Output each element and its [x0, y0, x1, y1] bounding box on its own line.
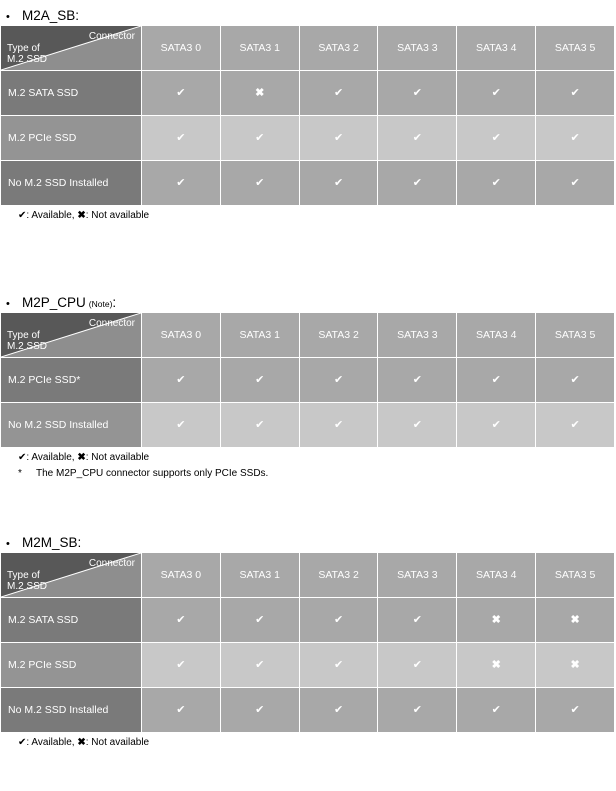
compatibility-table-m2m-sb — [0, 552, 615, 733]
check-icon: ✔ — [176, 87, 186, 99]
column-header: SATA3 0 — [142, 553, 221, 598]
table-cell — [220, 643, 299, 688]
check-icon: ✔ — [570, 704, 580, 716]
table-cell — [536, 688, 615, 733]
corner-type-label — [7, 330, 47, 352]
table-row — [1, 643, 615, 688]
bullet-icon: • — [6, 11, 10, 23]
table-row — [1, 71, 615, 116]
table-row — [1, 116, 615, 161]
column-header: SATA3 2 — [299, 553, 378, 598]
row-label: M.2 PCIe SSD — [1, 643, 142, 688]
legend-not-available-text: : Not available — [85, 452, 150, 463]
check-icon: ✔ — [176, 704, 186, 716]
table-cell — [536, 161, 615, 206]
column-header: SATA3 3 — [378, 313, 457, 358]
row-label: M.2 SATA SSD — [1, 71, 142, 116]
table-cell — [457, 358, 536, 403]
corner-connector-label: Connector — [88, 318, 135, 329]
check-icon: ✔ — [255, 177, 265, 189]
check-icon: ✔ — [412, 177, 422, 189]
check-icon: ✔ — [412, 132, 422, 144]
table-cell — [142, 688, 221, 733]
row-label: No M.2 SSD Installed — [1, 688, 142, 733]
check-icon: ✔ — [412, 374, 422, 386]
check-icon: ✔ — [491, 132, 501, 144]
check-icon: ✔ — [18, 452, 27, 463]
table-header-row — [1, 553, 615, 598]
compatibility-table-m2a-sb — [0, 25, 615, 206]
cross-icon: ✖ — [491, 614, 501, 626]
row-label: M.2 SATA SSD — [1, 598, 142, 643]
table-cell — [299, 643, 378, 688]
row-label: M.2 PCIe SSD — [1, 116, 142, 161]
column-header: SATA3 3 — [378, 26, 457, 71]
check-icon: ✔ — [176, 177, 186, 189]
column-header: SATA3 1 — [220, 313, 299, 358]
table-cell — [220, 403, 299, 448]
check-icon: ✔ — [18, 210, 27, 221]
table-corner-header — [1, 553, 142, 598]
top-spacer — [0, 0, 616, 8]
table-row — [1, 161, 615, 206]
column-header: SATA3 2 — [299, 26, 378, 71]
cross-icon: ✖ — [77, 210, 86, 221]
section-heading-m2a-sb — [0, 8, 616, 25]
check-icon: ✔ — [570, 132, 580, 144]
corner-type-line1: Type of — [7, 330, 40, 341]
table-row — [1, 403, 615, 448]
column-header: SATA3 4 — [457, 26, 536, 71]
section-heading-m2m-sb — [0, 535, 616, 552]
check-icon: ✔ — [491, 419, 501, 431]
legend-m2p-cpu — [0, 448, 616, 463]
table-cell — [536, 403, 615, 448]
column-header: SATA3 0 — [142, 313, 221, 358]
legend-m2a-sb — [0, 206, 616, 221]
table-cell — [457, 688, 536, 733]
check-icon: ✔ — [412, 614, 422, 626]
cross-icon: ✖ — [570, 614, 580, 626]
section-title-colon: : — [77, 535, 82, 550]
table-row — [1, 358, 615, 403]
legend-available-text: : Available, — [26, 452, 75, 463]
corner-type-line2: M.2 SSD — [7, 341, 48, 352]
table-cell — [378, 161, 457, 206]
legend-available-text: : Available, — [26, 210, 75, 221]
check-icon: ✔ — [570, 374, 580, 386]
check-icon: ✔ — [570, 419, 580, 431]
check-icon: ✔ — [176, 132, 186, 144]
corner-type-line1: Type of — [7, 570, 40, 581]
cross-icon: ✖ — [491, 659, 501, 671]
table-row — [1, 688, 615, 733]
table-cell — [299, 71, 378, 116]
table-cell — [142, 116, 221, 161]
check-icon: ✔ — [333, 704, 344, 716]
table-cell — [220, 598, 299, 643]
footnote-text: The M2P_CPU connector supports only PCIe SSDs. — [36, 468, 269, 479]
corner-type-label — [7, 43, 47, 65]
compatibility-table-m2p-cpu — [0, 312, 615, 448]
table-cell — [536, 598, 615, 643]
column-header: SATA3 4 — [457, 313, 536, 358]
check-icon: ✔ — [255, 659, 265, 671]
column-header: SATA3 4 — [457, 553, 536, 598]
table-cell — [457, 71, 536, 116]
section-title: M2A_SB — [22, 8, 76, 23]
check-icon: ✔ — [255, 374, 265, 386]
column-header: SATA3 1 — [220, 26, 299, 71]
check-icon: ✔ — [255, 614, 265, 626]
corner-type-label — [7, 570, 47, 592]
check-icon: ✔ — [18, 737, 27, 748]
table-cell — [142, 643, 221, 688]
check-icon: ✔ — [412, 87, 422, 99]
row-label: M.2 PCIe SSD* — [1, 358, 142, 403]
check-icon: ✔ — [412, 419, 422, 431]
check-icon: ✔ — [333, 614, 344, 626]
check-icon: ✔ — [412, 704, 422, 716]
section-heading-m2p-cpu — [0, 295, 616, 312]
check-icon: ✔ — [255, 419, 265, 431]
legend-available-text: : Available, — [26, 737, 75, 748]
column-header: SATA3 2 — [299, 313, 378, 358]
column-header: SATA3 5 — [536, 553, 615, 598]
check-icon: ✔ — [176, 419, 186, 431]
footnote-m2p-cpu — [0, 463, 616, 479]
table-cell — [536, 116, 615, 161]
table-cell — [378, 598, 457, 643]
cross-icon: ✖ — [77, 452, 86, 463]
check-icon: ✔ — [491, 177, 501, 189]
check-icon: ✔ — [491, 704, 501, 716]
table-cell — [142, 358, 221, 403]
table-cell — [142, 403, 221, 448]
table-cell — [299, 358, 378, 403]
table-cell — [536, 71, 615, 116]
check-icon: ✔ — [255, 704, 265, 716]
cross-icon: ✖ — [255, 87, 265, 99]
column-header: SATA3 5 — [536, 26, 615, 71]
row-label: No M.2 SSD Installed — [1, 403, 142, 448]
table-cell — [536, 643, 615, 688]
table-cell — [220, 688, 299, 733]
section-note-superscript: (Note) — [88, 299, 113, 309]
check-icon: ✔ — [176, 374, 186, 386]
check-icon: ✔ — [570, 87, 580, 99]
legend-m2m-sb — [0, 733, 616, 748]
corner-type-line2: M.2 SSD — [7, 54, 48, 65]
table-cell — [299, 161, 378, 206]
corner-connector-label: Connector — [88, 558, 135, 569]
footnote-marker: * — [18, 468, 22, 479]
column-header: SATA3 5 — [536, 313, 615, 358]
bullet-icon: • — [6, 298, 10, 310]
corner-type-line2: M.2 SSD — [7, 581, 48, 592]
check-icon: ✔ — [491, 87, 501, 99]
table-cell — [378, 116, 457, 161]
table-cell — [457, 403, 536, 448]
legend-not-available-text: : Not available — [85, 210, 150, 221]
table-cell — [142, 598, 221, 643]
table-cell — [457, 598, 536, 643]
table-cell — [457, 643, 536, 688]
table-cell — [378, 688, 457, 733]
table-cell — [299, 598, 378, 643]
table-cell — [378, 403, 457, 448]
check-icon: ✔ — [570, 177, 580, 189]
bullet-icon: • — [6, 538, 10, 550]
section-spacer — [0, 221, 616, 295]
table-header-row — [1, 313, 615, 358]
table-cell — [378, 358, 457, 403]
table-cell — [457, 116, 536, 161]
check-icon: ✔ — [176, 659, 186, 671]
column-header: SATA3 3 — [378, 553, 457, 598]
row-label: No M.2 SSD Installed — [1, 161, 142, 206]
section-title-colon: : — [112, 295, 117, 310]
table-cell — [299, 116, 378, 161]
column-header: SATA3 1 — [220, 553, 299, 598]
table-cell — [299, 403, 378, 448]
table-row — [1, 598, 615, 643]
section-title: M2P_CPU — [22, 295, 86, 310]
table-cell — [536, 358, 615, 403]
table-cell — [220, 71, 299, 116]
cross-icon: ✖ — [77, 737, 86, 748]
legend-not-available-text: : Not available — [85, 737, 150, 748]
section-spacer — [0, 479, 616, 535]
table-cell — [457, 161, 536, 206]
section-title: M2M_SB — [22, 535, 78, 550]
table-cell — [220, 358, 299, 403]
table-cell — [378, 71, 457, 116]
check-icon: ✔ — [333, 132, 344, 144]
table-cell — [142, 71, 221, 116]
check-icon: ✔ — [333, 374, 344, 386]
check-icon: ✔ — [333, 659, 344, 671]
check-icon: ✔ — [333, 87, 344, 99]
table-corner-header — [1, 313, 142, 358]
check-icon: ✔ — [491, 374, 501, 386]
table-cell — [142, 161, 221, 206]
table-cell — [220, 161, 299, 206]
table-cell — [378, 643, 457, 688]
check-icon: ✔ — [412, 659, 422, 671]
check-icon: ✔ — [255, 132, 265, 144]
corner-type-line1: Type of — [7, 43, 40, 54]
table-cell — [220, 116, 299, 161]
corner-connector-label: Connector — [88, 31, 135, 42]
section-title-colon: : — [75, 8, 80, 23]
check-icon: ✔ — [333, 419, 344, 431]
table-header-row — [1, 26, 615, 71]
cross-icon: ✖ — [570, 659, 580, 671]
column-header: SATA3 0 — [142, 26, 221, 71]
table-cell — [299, 688, 378, 733]
check-icon: ✔ — [176, 614, 186, 626]
check-icon: ✔ — [333, 177, 344, 189]
table-corner-header — [1, 26, 142, 71]
